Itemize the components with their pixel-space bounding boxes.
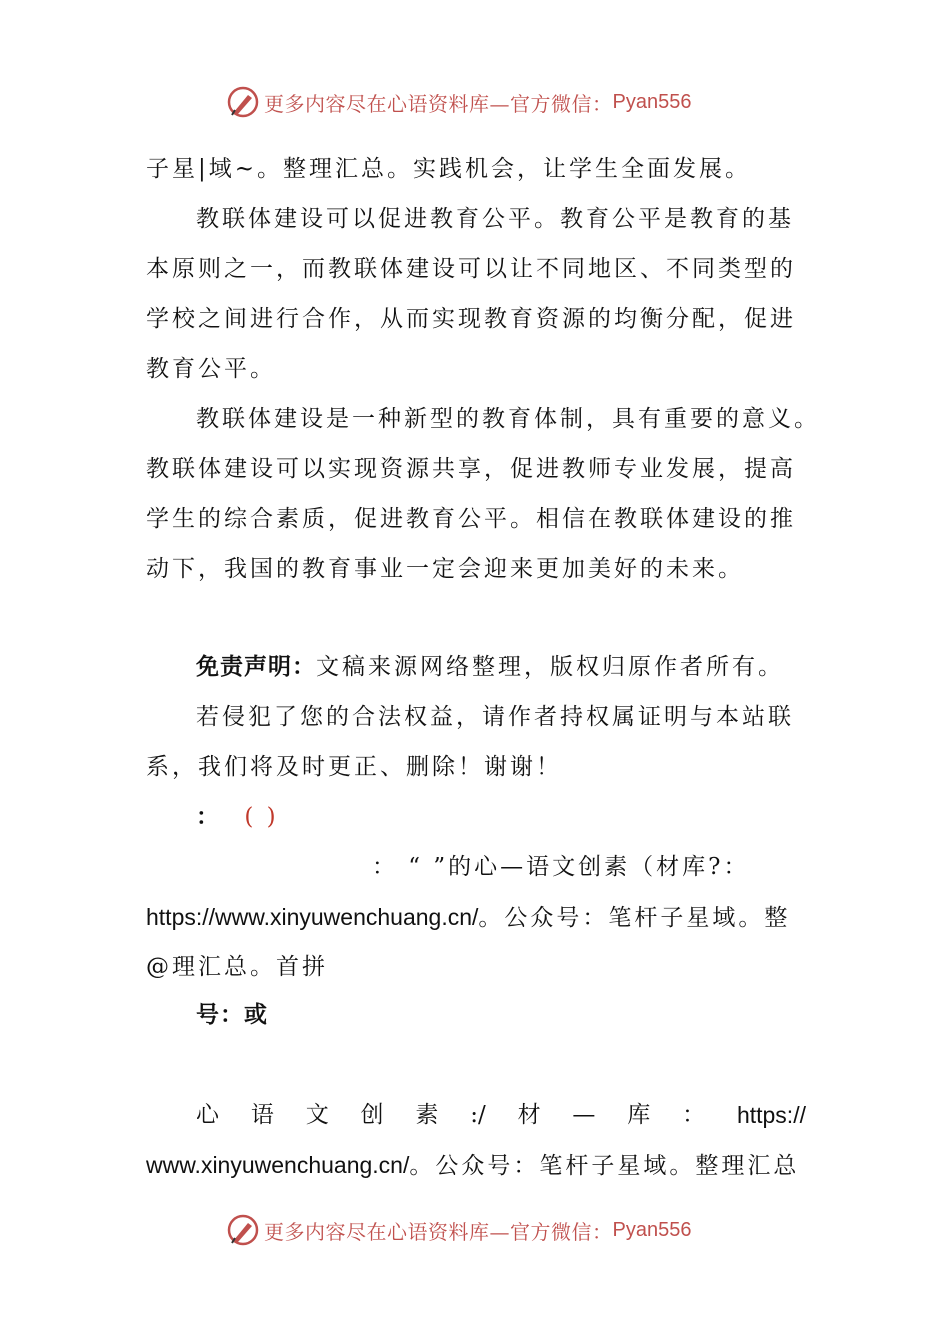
spread-char: 心 <box>196 1102 219 1128</box>
spread-char: 语 <box>250 1102 274 1128</box>
banner-text: 更多内容尽在心语资料库—官方微信： <box>264 1219 613 1244</box>
disclaimer-text: 文稿来源网络整理，版权归原作者所有。 <box>316 654 784 680</box>
disclaimer-line: 系，我们将及时更正、删除！谢谢！ <box>146 754 562 780</box>
spread-line <box>196 1098 806 1132</box>
pen-logo-icon <box>226 1213 260 1247</box>
body-line: 学生的综合素质，促进教育公平。相信在教联体建设的推 <box>146 506 796 532</box>
banner-wechat: Pyan556 <box>612 90 692 113</box>
source-url[interactable]: https://www.xinyuwenchuang.cn/ <box>146 904 479 930</box>
body-line: 教育公平。 <box>146 356 276 382</box>
spread-char: ： <box>682 1102 706 1128</box>
body-line: 学校之间进行合作，从而实现教育资源的均衡分配，促进 <box>146 306 796 332</box>
source-url-line <box>146 1148 806 1183</box>
spread-url[interactable]: https:// <box>736 1102 806 1128</box>
pen-logo-icon <box>226 85 260 119</box>
body-line: 动下，我国的教育事业一定会迎来更加美好的未来。 <box>146 556 744 582</box>
body-line: 教联体建设可以促进教育公平。教育公平是教育的基 <box>196 206 794 232</box>
spread-char: 库 <box>627 1102 651 1128</box>
source-rest: 。公众号：笔杆子星域。整 <box>478 905 791 931</box>
disclaimer-label: 免责声明： <box>196 654 316 680</box>
source-rest: 。公众号：笔杆子星域。整理汇总 <box>409 1153 800 1179</box>
disclaimer-line: 若侵犯了您的合法权益，请作者持权属证明与本站联 <box>196 704 794 730</box>
spread-char: 材 <box>517 1102 541 1128</box>
source-url-line <box>146 900 806 935</box>
spread-char: 文 <box>305 1102 329 1128</box>
banner-wechat: Pyan556 <box>612 1218 692 1241</box>
spread-char: — <box>572 1102 596 1128</box>
body-line: 教联体建设可以实现资源共享，促进教师专业发展，提高 <box>146 456 796 482</box>
source-url[interactable]: www.xinyuwenchuang.cn/ <box>146 1152 410 1178</box>
colon-text: ： <box>196 804 220 830</box>
source-line: 号：或 <box>196 1002 268 1028</box>
footer-banner <box>226 1212 691 1248</box>
body-line: 本原则之一，而教联体建设可以让不同地区、不同类型的 <box>146 256 796 282</box>
header-banner <box>226 84 691 120</box>
colon-line <box>196 800 806 834</box>
source-line: @理汇总。首拼 <box>146 954 328 980</box>
source-line: ： “ ”的心—语文创素（材库?： <box>372 854 750 880</box>
disclaimer <box>196 650 806 684</box>
spread-char: 创 <box>360 1102 384 1128</box>
spread-char: 素 <box>415 1102 439 1128</box>
body-line: 教联体建设是一种新型的教育体制，具有重要的意义。 <box>196 406 820 432</box>
spread-char: :/ <box>470 1102 486 1128</box>
banner-text: 更多内容尽在心语资料库—官方微信： <box>264 91 613 116</box>
red-paren: ( ) <box>244 804 279 830</box>
body-line: 子星|域~。整理汇总。实践机会，让学生全面发展。 <box>146 156 752 182</box>
